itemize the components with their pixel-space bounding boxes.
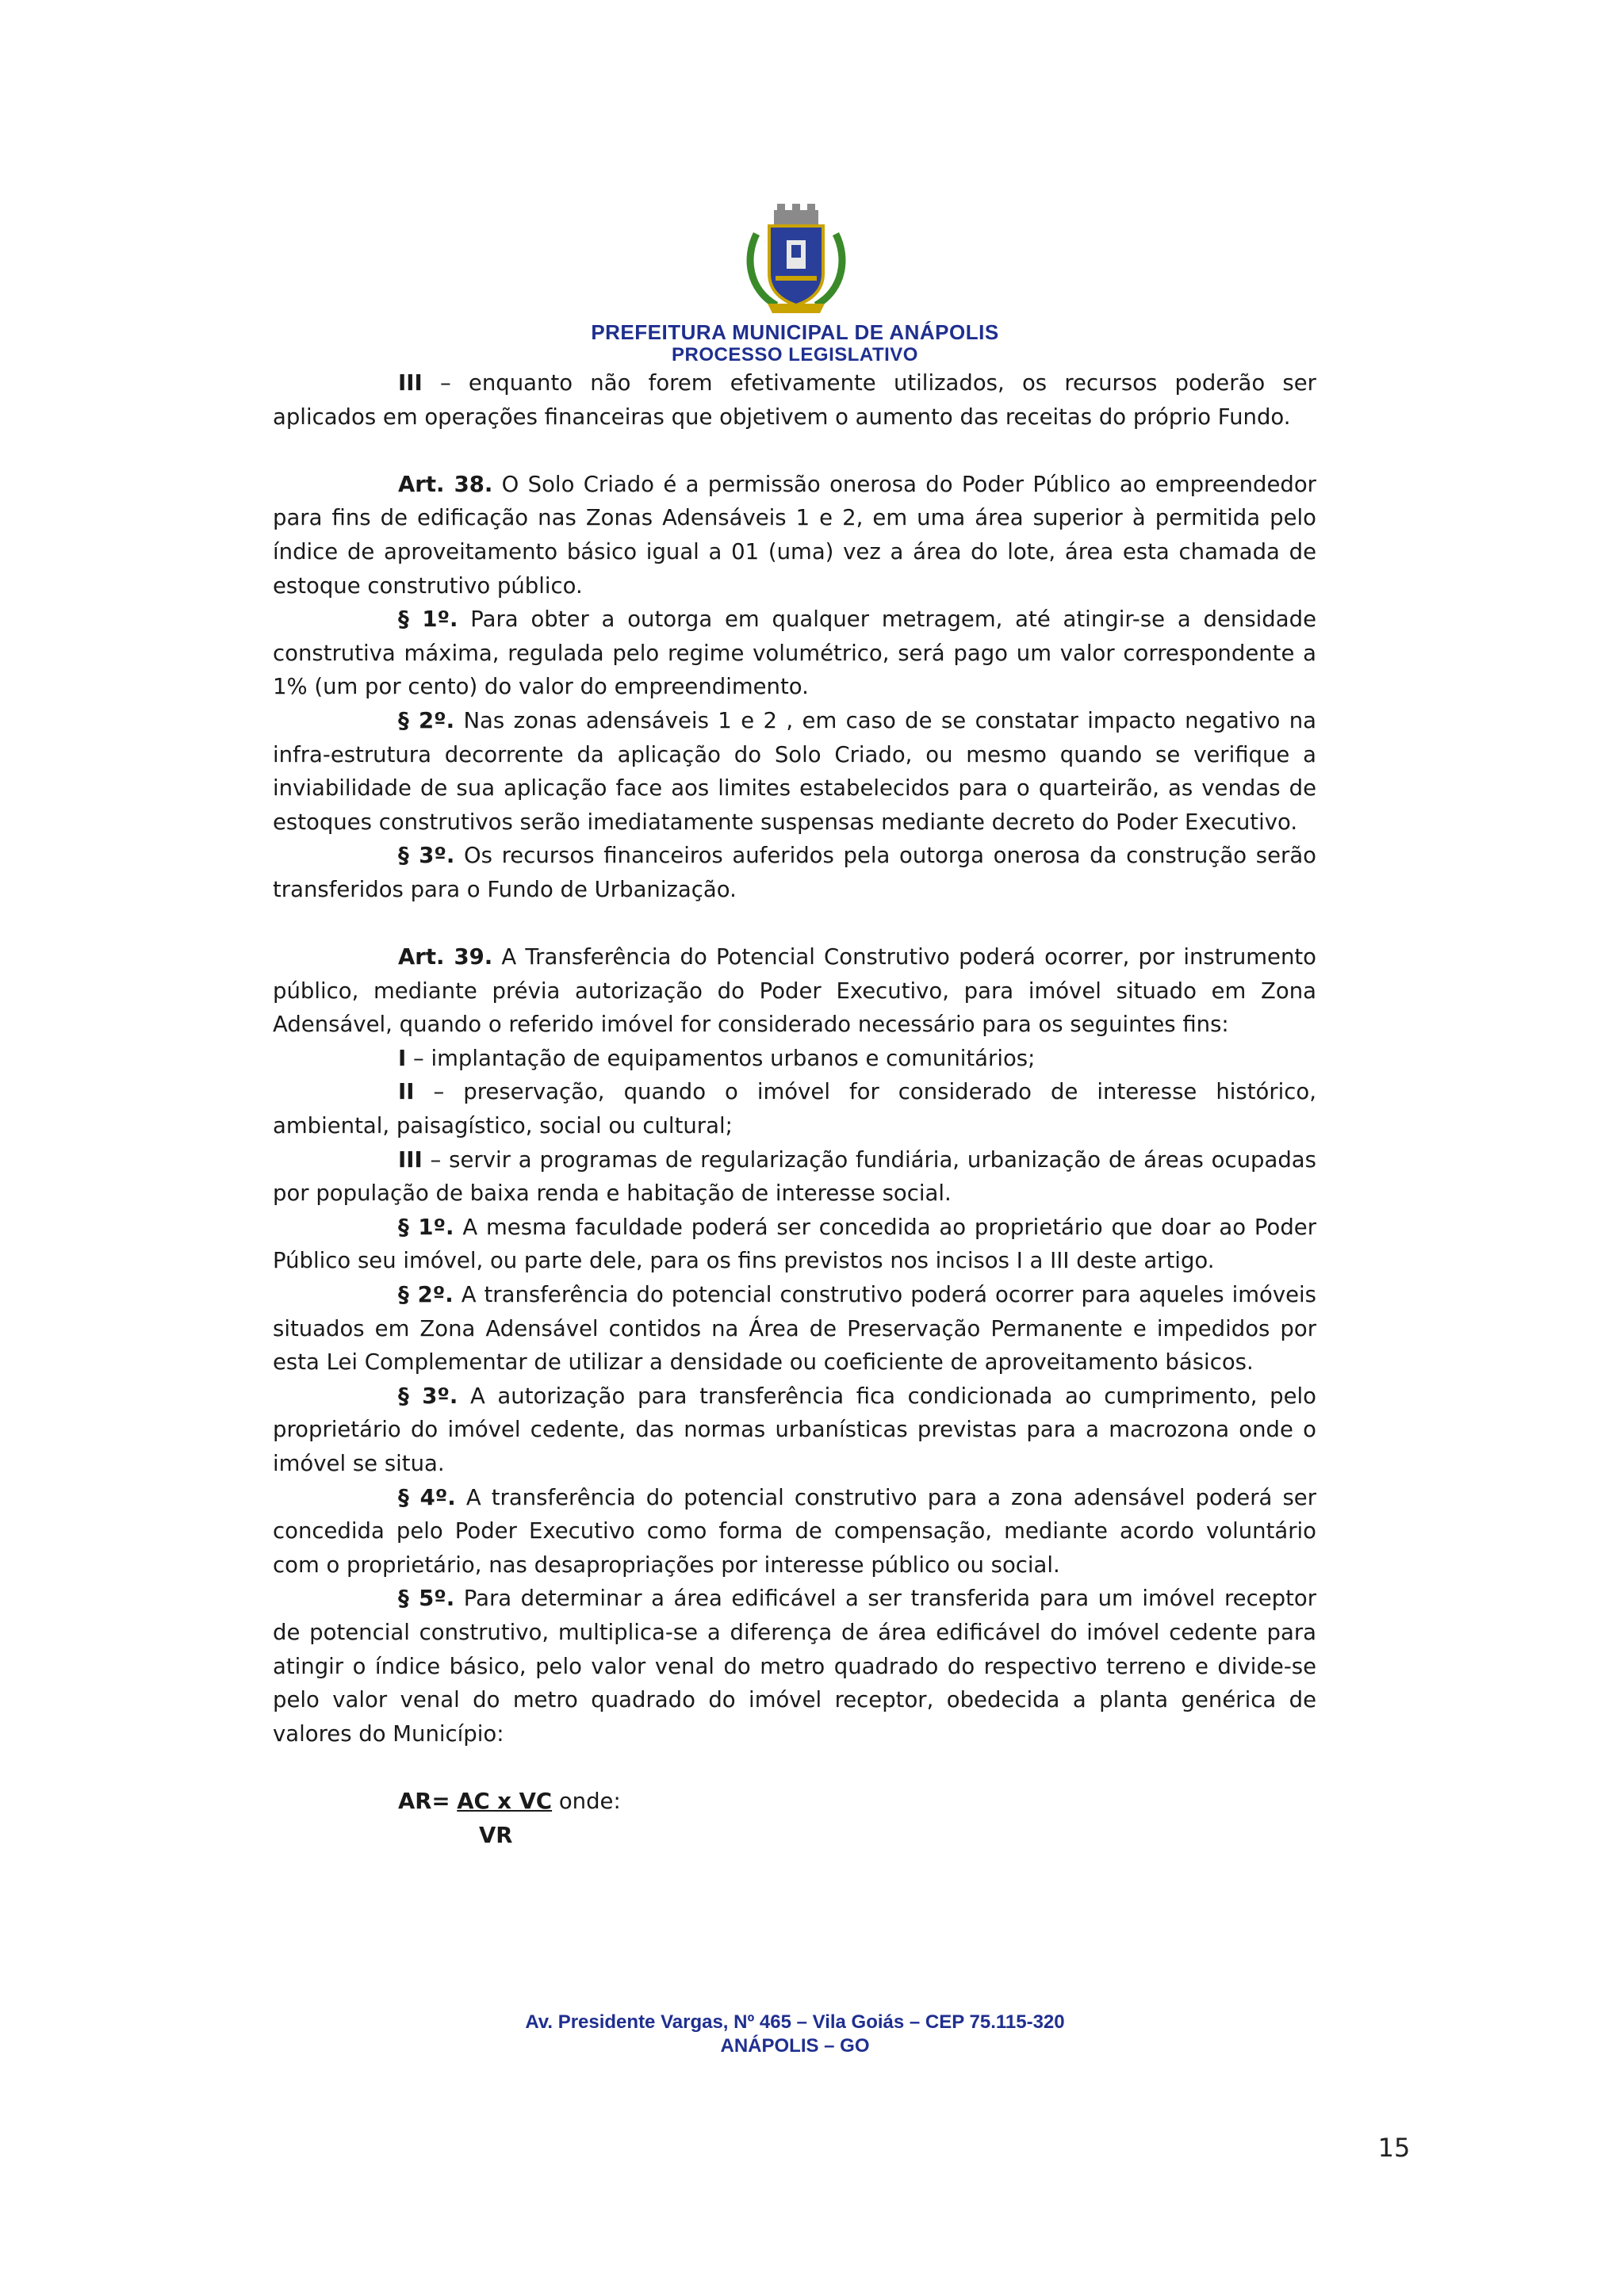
paragraph-text: Para obter a outorga em qualquer metragem, até atingir-se a densidade construtiva máxima, regulada pelo regime volumétrico, será pago um valor correspondente a 1% (um por cento) do valor do empreendimento.	[273, 607, 1316, 700]
paragraph-text: Nas zonas adensáveis 1 e 2 , em caso de se constatar impacto negativo na infra-estrutura decorrente da aplicação do Solo Criado, ou mesmo quando se verifique a inviabilidade de sua aplicação face aos limites estabelecidos para o quarteirão, as vendas de estoques construtivos serão imediatamente suspensas mediante decreto do Poder Executivo.	[273, 707, 1316, 835]
article-39-item-iii	[273, 1143, 1316, 1211]
document-body	[273, 366, 1316, 1852]
article-39-section-4	[273, 1481, 1316, 1582]
article-39	[273, 940, 1316, 1042]
formula-suffix: onde:	[552, 1788, 621, 1814]
section-label: § 3º.	[398, 843, 455, 869]
paragraph-text: Os recursos financeiros auferidos pela outorga onerosa da construção serão transferidos para o Fundo de Urbanização.	[273, 843, 1316, 902]
paragraph-text: A mesma faculdade poderá ser concedida ao proprietário que doar ao Poder Público seu imóvel, ou parte dele, para os fins previstos nos incisos I a III deste artigo.	[273, 1214, 1317, 1274]
header-title: PREFEITURA MUNICIPAL DE ANÁPOLIS	[591, 320, 999, 344]
section-label: § 1º.	[398, 607, 458, 633]
article-38	[273, 468, 1316, 603]
paragraph-iii	[273, 366, 1316, 434]
paragraph-text: – enquanto não forem efetivamente utilizados, os recursos poderão ser aplicados em operações financeiras que objetivem o aumento das receitas do próprio Fundo.	[273, 370, 1316, 430]
header-subtitle: PROCESSO LEGISLATIVO	[672, 344, 918, 365]
section-label: § 4º.	[398, 1484, 456, 1510]
section-label: § 2º.	[398, 707, 455, 733]
item-label: III	[398, 370, 423, 396]
article-39-section-3	[273, 1380, 1316, 1481]
article-38-section-2	[273, 704, 1316, 839]
article-label: Art. 39.	[398, 944, 493, 970]
article-38-section-1	[273, 603, 1316, 704]
paragraph-text: A Transferência do Potencial Construtivo poderá ocorrer, por instrumento público, mediante prévia autorização do Poder Executivo, para imóvel situado em Zona Adensável, quando o referido imóvel for considerado necessário para os seguintes fins:	[273, 944, 1317, 1038]
formula-numerator: AC x VC	[457, 1788, 553, 1814]
article-39-section-5	[273, 1582, 1316, 1751]
article-38-section-3	[273, 839, 1316, 906]
formula	[273, 1785, 1316, 1819]
item-label: III	[398, 1146, 423, 1173]
article-39-section-1	[273, 1211, 1316, 1278]
article-label: Art. 38.	[398, 471, 493, 497]
item-label: I	[398, 1045, 407, 1071]
paragraph-text: O Solo Criado é a permissão onerosa do Poder Público ao empreendedor para fins de edificação nas Zonas Adensáveis 1 e 2, em uma área superior à permitida pelo índice de aproveitamento básico igual a 01 (uma) vez a área do lote, área esta chamada de estoque construtivo público.	[273, 471, 1316, 599]
paragraph-text: – implantação de equipamentos urbanos e comunitários;	[406, 1045, 1036, 1071]
paragraph-text: A transferência do potencial construtivo poderá ocorrer para aqueles imóveis situados em Zona Adensável contidos na Área de Preservação Permanente e impedidos por esta Lei Complementar de utilizar a densidade ou coeficiente de aproveitamento básicos.	[273, 1282, 1316, 1376]
section-label: § 3º.	[398, 1383, 458, 1409]
article-39-item-i	[273, 1042, 1316, 1076]
section-label: § 2º.	[398, 1282, 454, 1308]
formula-denominator: VR	[479, 1822, 513, 1848]
page-number: 15	[1377, 2133, 1411, 2163]
article-39-item-ii	[273, 1075, 1316, 1142]
section-label: § 1º.	[398, 1214, 454, 1240]
section-label: § 5º.	[398, 1586, 455, 1612]
formula-lhs: AR=	[398, 1788, 450, 1814]
paragraph-text: A transferência do potencial construtivo para a zona adensável poderá ser concedida pelo Poder Executivo como forma de compensação, mediante acordo voluntário com o proprietário, nas desapropriações por interesse público ou social.	[273, 1484, 1316, 1578]
paragraph-text: Para determinar a área edificável a ser transferida para um imóvel receptor de potencial construtivo, multiplica-se a diferença de área edificável do imóvel cedente para atingir o índice básico, pelo valor venal do metro quadrado do respectivo terreno e divide-se pelo valor venal do metro quadrado do imóvel receptor, obedecida a planta genérica de valores do Município:	[273, 1586, 1316, 1747]
municipal-crest-icon	[741, 202, 852, 321]
item-label: II	[398, 1079, 415, 1105]
footer-address: Av. Presidente Vargas, Nº 465 – Vila Goiás – CEP 75.115-320	[525, 2011, 1065, 2033]
paragraph-text: – preservação, quando o imóvel for considerado de interesse histórico, ambiental, paisagístico, social ou cultural;	[273, 1079, 1316, 1139]
paragraph-text: – servir a programas de regularização fundiária, urbanização de áreas ocupadas por população de baixa renda e habitação de interesse social.	[273, 1146, 1316, 1207]
article-39-section-2	[273, 1278, 1316, 1380]
footer-city: ANÁPOLIS – GO	[720, 2035, 870, 2057]
paragraph-text: A autorização para transferência fica condicionada ao cumprimento, pelo proprietário do imóvel cedente, das normas urbanísticas previstas para a macrozona onde o imóvel se situa.	[273, 1383, 1316, 1476]
